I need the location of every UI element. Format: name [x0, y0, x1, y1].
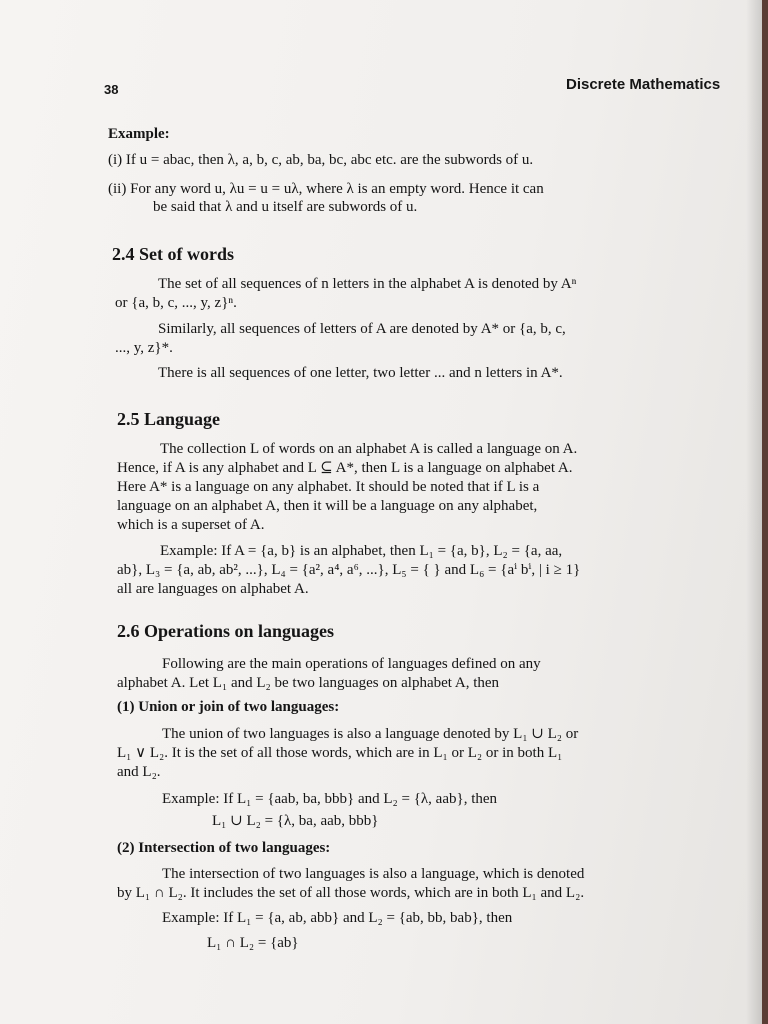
text-line: There is all sequences of one letter, two letter ... and n letters in A*. — [158, 365, 563, 381]
running-title: Discrete Mathematics — [566, 76, 721, 93]
text-line: or {a, b, c, ..., y, z}ⁿ. — [115, 295, 237, 311]
text-line: be said that λ and u itself are subwords of u. — [153, 199, 418, 215]
text-line: alphabet A. Let L₁ and L₂ be two languages on alphabet A, then — [117, 675, 500, 691]
text-line: L₁ ∨ L₂. It is the set of all those words, which are in L₁ or L₂ or in both L₁ — [117, 745, 563, 761]
text-line: and L₂. — [117, 764, 161, 780]
text-line: Example: If L₁ = {aab, ba, bbb} and L₂ = {λ, aab}, then — [162, 791, 498, 807]
text-line: The set of all sequences of n letters in the alphabet A is denoted by Aⁿ — [158, 276, 577, 292]
heading-2-5: 2.5 Language — [117, 409, 221, 429]
book-spine — [762, 0, 768, 1024]
subheading-union: (1) Union or join of two languages: — [117, 699, 340, 715]
text-line: L₁ ∪ L₂ = {λ, ba, aab, bbb} — [212, 813, 379, 829]
text-line: Following are the main operations of languages defined on any — [162, 656, 541, 672]
text-line: The intersection of two languages is also a language, which is denoted — [162, 866, 585, 882]
text-line: Hence, if A is any alphabet and L ⊆ A*, then L is a language on alphabet A. — [117, 460, 573, 476]
text-line: The union of two languages is also a language denoted by L₁ ∪ L₂ or — [162, 726, 579, 742]
text-line: (ii) For any word u, λu = u = uλ, where λ is an empty word. Hence it can — [108, 181, 544, 197]
text-line: L₁ ∩ L₂ = {ab} — [207, 935, 299, 951]
text-line: Here A* is a language on any alphabet. It should be noted that if L is a — [117, 479, 540, 495]
subheading-intersection: (2) Intersection of two languages: — [117, 840, 331, 856]
page-number: 38 — [104, 82, 119, 97]
example-label: Example: — [108, 126, 170, 142]
text-line: The collection L of words on an alphabet A is called a language on A. — [160, 441, 578, 457]
text-line: which is a superset of A. — [117, 517, 265, 533]
heading-2-6: 2.6 Operations on languages — [117, 621, 335, 641]
heading-2-4: 2.4 Set of words — [112, 244, 234, 264]
text-line: Example: If A = {a, b} is an alphabet, then L₁ = {a, b}, L₂ = {a, aa, — [160, 543, 563, 559]
text-line: language on an alphabet A, then it will be a language on any alphabet, — [117, 498, 538, 514]
text-line: Example: If L₁ = {a, ab, abb} and L₂ = {ab, bb, bab}, then — [162, 910, 513, 926]
text-line: all are languages on alphabet A. — [117, 581, 309, 597]
text-line: ab}, L₃ = {a, ab, ab², ...}, L₄ = {a², a⁴, a⁶, ...}, L₅ = { } and L₆ = {aⁱ bⁱ, | i ≥ 1} — [117, 562, 581, 578]
text-line: Similarly, all sequences of letters of A are denoted by A* or {a, b, c, — [158, 321, 566, 337]
text-line: ..., y, z}*. — [115, 340, 173, 356]
text-line: (i) If u = abac, then λ, a, b, c, ab, ba, bc, abc etc. are the subwords of u. — [108, 152, 534, 168]
text-line: by L₁ ∩ L₂. It includes the set of all those words, which are in both L₁ and L₂. — [117, 885, 585, 901]
